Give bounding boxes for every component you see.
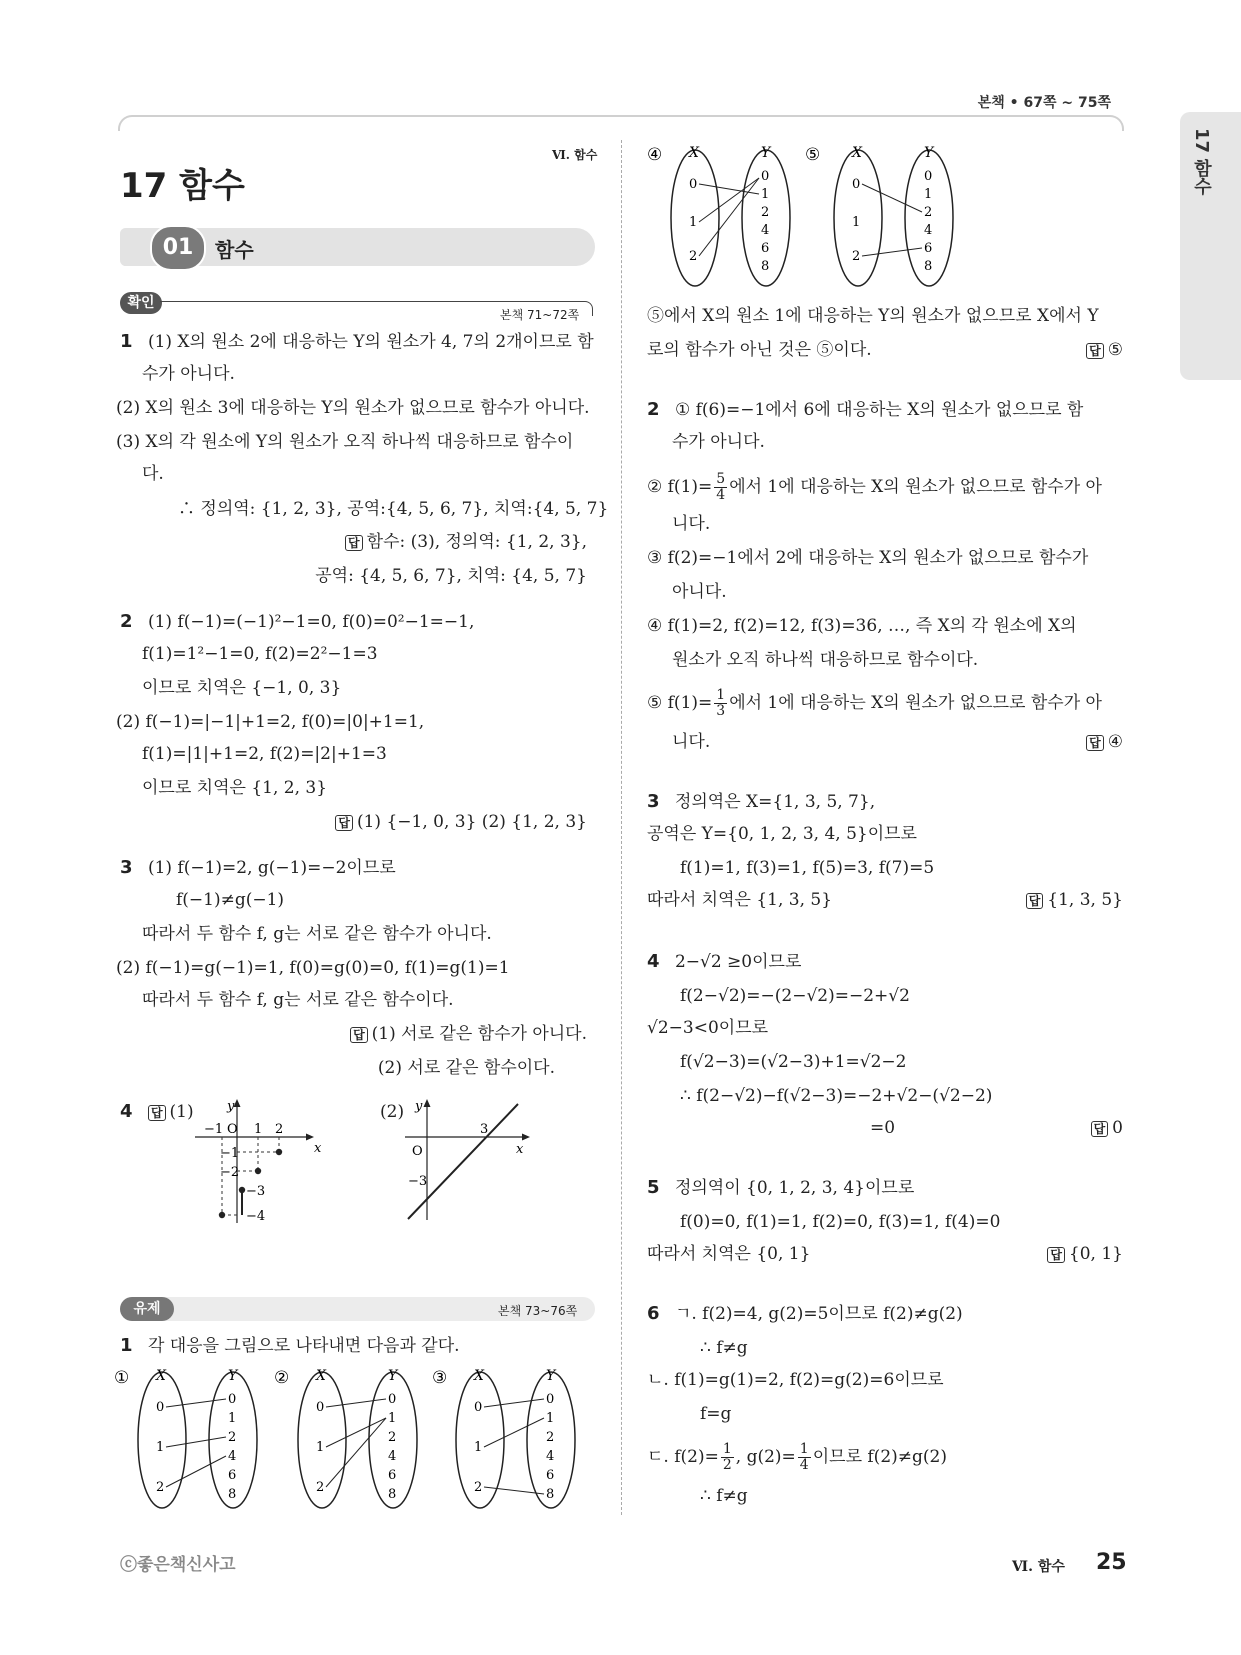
rq5-line3: 따라서 치역은 {0, 1} [647,1244,811,1264]
x-element: 1 [316,1440,325,1455]
p3-answer2: (2) 서로 같은 함수이다. [377,1058,555,1078]
rq2-answer-text: ④ [1107,732,1123,752]
rq4-line4: f(√2−3)=(√2−3)+1=√2−2 [680,1052,907,1072]
rq5-text1: 정의역이 {0, 1, 2, 3, 4}이므로 [674,1178,915,1198]
y-element: 0 [228,1392,237,1407]
y-element: 4 [546,1449,555,1464]
p1-line1 [120,330,594,354]
x-element: 1 [852,215,861,230]
set-y-label: Y [546,1368,556,1384]
rq5-line1 [647,1176,914,1200]
q1-line1 [120,1334,460,1358]
x-element: 1 [689,215,698,230]
rq2-line5: ③ f(2)=−1에서 2에 대응하는 X의 원소가 없으므로 함수가 [647,548,1089,568]
rq5-line2: f(0)=0, f(1)=1, f(2)=0, f(3)=1, f(4)=0 [680,1212,1001,1232]
p2-line5: f(1)=|1|+1=2, f(2)=|2|+1=3 [142,744,387,764]
mapping-diagram-4 [647,145,790,286]
x-element: 1 [156,1440,165,1455]
graph1-origin: O [227,1122,238,1137]
chapter-title: 17 함수 [120,166,245,206]
fraction-numerator: 1 [722,1441,732,1457]
rq3-answer [1026,888,1123,912]
graph1-point-3 [239,1187,245,1193]
p4-line [120,1100,194,1124]
y-element: 0 [761,169,770,184]
p2-line4: (2) f(−1)=|−1|+1=2, f(0)=|0|+1=1, [116,712,425,732]
set-x-label: X [852,145,862,161]
answer-mark: 답 [350,1027,368,1043]
rq6-line4: f=g [700,1404,732,1424]
rq2-line7: ④ f(1)=2, f(2)=12, f(3)=36, …, 즉 X의 각 원소에 X의 [647,616,1077,636]
rq4-line5: ∴ f(2−√2)−f(√2−3)=−2+√2−(√2−2) [680,1086,993,1106]
rq3-line4: 따라서 치역은 {1, 3, 5} [647,890,833,910]
diagram-1-label: ① [114,1368,130,1388]
graph1-point-2 [255,1168,261,1174]
y-element: 1 [546,1411,555,1426]
x-element: 1 [474,1440,483,1455]
graph2-origin: O [412,1144,423,1159]
y-element: 6 [761,241,770,256]
set-y-label: Y [388,1368,398,1384]
p4-graph1-label: (1) [169,1102,194,1122]
p2-line3: 이므로 치역은 {−1, 0, 3} [142,678,342,698]
x-element: 2 [316,1480,325,1495]
header-ref: 본책 • 67쪽 ~ 75쪽 [977,95,1111,111]
graph1-point-1 [276,1149,282,1155]
rq5-answer-text: {0, 1} [1068,1244,1123,1264]
graph2-line [408,1104,518,1219]
y-element: 1 [228,1411,237,1426]
y-element: 8 [924,259,933,274]
x-element: 0 [316,1400,325,1415]
mapping-diagram-2 [274,1368,417,1508]
q1-number: 1 [120,1335,133,1356]
rq4-line3: √2−3<0이므로 [647,1018,769,1038]
rq2-text1: ① f(6)=−1에서 6에 대응하는 X의 원소가 없으므로 함 [674,400,1084,420]
y-element: 4 [228,1449,237,1464]
diagram-2-label: ② [274,1368,290,1388]
y-element: 2 [228,1430,237,1445]
graph2-y-label: y [415,1099,423,1114]
rq2-answer [1086,730,1123,754]
chapter-part: Ⅵ. 함수 [552,148,598,162]
set-x-label: X [474,1368,484,1384]
rq2-text3b: 에서 1에 대응하는 X의 원소가 없으므로 함수가 아 [729,477,1102,497]
p3-line5: 따라서 두 함수 f, g는 서로 같은 함수이다. [142,990,454,1010]
practice-badge: 유제 [120,1297,174,1321]
rq1-line2: 로의 함수가 아닌 것은 ⑤이다. [647,340,872,360]
x-element: 2 [689,249,698,264]
y-element: 1 [761,187,770,202]
rq2-line9 [647,688,1102,719]
graph1-xtick-1: 1 [254,1122,263,1137]
graph1-ytick-m3: −3 [246,1184,266,1199]
fraction [798,1442,811,1473]
rq6-number: 6 [647,1303,660,1324]
fraction-numerator: 5 [716,471,726,487]
rq3-line3: f(1)=1, f(3)=1, f(5)=3, f(7)=5 [680,858,935,878]
graph2-x-intercept: 3 [480,1122,489,1137]
column-divider [621,140,622,1515]
p1-answer1-text: 함수: (3), 정의역: {1, 2, 3}, [366,532,587,552]
fraction-denominator: 4 [716,487,726,503]
p2-line2: f(1)=1²−1=0, f(2)=2²−1=3 [142,644,378,664]
rq5-answer [1047,1242,1123,1266]
section-number: 01 [150,225,206,271]
y-element: 6 [924,241,933,256]
rq2-line6: 아니다. [672,582,727,602]
p1-answer1 [345,530,587,554]
rq6-text1: ㄱ. f(2)=4, g(2)=5이므로 f(2)≠g(2) [674,1304,963,1324]
graph1-point-4 [219,1212,225,1218]
x-element: 0 [852,177,861,192]
p1-line3: (2) X의 원소 3에 대응하는 Y의 원소가 없으므로 함수가 아니다. [116,398,590,418]
y-element: 8 [388,1487,397,1502]
rq5-number: 5 [647,1177,660,1198]
rq4-number: 4 [647,951,660,972]
graph1-xtick-2: 2 [275,1122,284,1137]
rq6-line5 [647,1442,947,1473]
answer-mark: 답 [1047,1247,1065,1263]
fraction [714,472,727,503]
y-element: 1 [924,187,933,202]
answer-mark: 답 [1086,735,1104,751]
y-element: 6 [228,1468,237,1483]
x-element: 0 [474,1400,483,1415]
fraction [721,1442,734,1473]
p3-line2: f(−1)≠g(−1) [176,890,285,910]
mapping-diagram-5 [805,145,953,286]
rq6-line1 [647,1302,963,1326]
section-title: 함수 [215,238,254,262]
p3-answer1-text: (1) 서로 같은 함수가 아니다. [371,1024,587,1044]
rq6-text5a: ㄷ. f(2)= [647,1447,719,1467]
rq1-answer [1086,338,1123,362]
confirm-ref: 본책 71~72쪽 [500,308,580,322]
graph1-y-label: y [227,1099,235,1114]
rq2-text9b: 에서 1에 대응하는 X의 원소가 없으므로 함수가 아 [729,693,1102,713]
rq3-line1 [647,790,875,814]
p3-line1 [120,856,396,880]
set-y-label: Y [761,145,771,161]
y-element: 2 [546,1430,555,1445]
graph1-ytick-m2: −2 [220,1165,240,1180]
p1-line5: 다. [142,464,164,484]
rq6-text5b: , g(2)= [735,1447,796,1467]
y-element: 4 [924,223,933,238]
rq6-text5c: 이므로 f(2)≠g(2) [812,1447,947,1467]
p1-number: 1 [120,331,133,352]
graph1-ytick-m4: −4 [246,1209,266,1224]
p4-number: 4 [120,1101,133,1122]
graph1-x-label: x [314,1141,322,1156]
p4-graph2-label: (2) [380,1102,405,1122]
y-element: 4 [388,1449,397,1464]
y-element: 0 [924,169,933,184]
graph2-x-label: x [516,1142,524,1157]
p1-line4: (3) X의 각 원소에 Y의 원소가 오직 하나씩 대응하므로 함수이 [116,432,574,452]
y-element: 8 [228,1487,237,1502]
rq4-answer-text: 0 [1112,1118,1123,1138]
p3-text1: (1) f(−1)=2, g(−1)=−2이므로 [147,858,396,878]
y-element: 8 [761,259,770,274]
rq4-line2: f(2−√2)=−(2−√2)=−2+√2 [680,986,910,1006]
rq1-answer-text: ⑤ [1107,340,1123,360]
rq4-answer [1091,1116,1123,1140]
rq2-text3a: ② f(1)= [647,477,713,497]
y-element: 2 [924,205,933,220]
rq3-number: 3 [647,791,660,812]
p2-number: 2 [120,611,133,632]
answer-mark: 답 [335,815,353,831]
practice-ref: 본책 73~76쪽 [498,1304,578,1318]
diagram-3-label: ③ [432,1368,448,1388]
footer-part: Ⅵ. 함수 [1012,1559,1065,1575]
rq4-line1 [647,950,801,974]
diagram-5-label: ⑤ [805,145,821,165]
answer-mark: 답 [345,535,363,551]
rq2-line10: 니다. [672,732,711,752]
y-element: 2 [761,205,770,220]
x-element: 2 [474,1480,483,1495]
y-element: 0 [546,1392,555,1407]
y-element: 0 [388,1392,397,1407]
y-element: 6 [546,1468,555,1483]
p2-line1 [120,610,474,634]
q1-text1: 각 대응을 그림으로 나타내면 다음과 같다. [147,1336,460,1356]
y-element: 6 [388,1468,397,1483]
answer-mark: 답 [148,1105,166,1121]
rq2-line4: 니다. [672,514,711,534]
set-x-label: X [156,1368,166,1384]
rq2-line1 [647,398,1083,422]
rq2-number: 2 [647,399,660,420]
p1-answer2: 공역: {4, 5, 6, 7}, 치역: {4, 5, 7} [315,566,587,586]
p2-text1: (1) f(−1)=(−1)²−1=0, f(0)=0²−1=−1, [147,612,475,632]
p3-answer1 [350,1022,587,1046]
rq4-text1: 2−√2 ≥0이므로 [674,952,802,972]
fraction-denominator: 3 [716,703,726,719]
p3-line4: (2) f(−1)=g(−1)=1, f(0)=g(0)=0, f(1)=g(1)=1 [116,958,510,978]
set-x-label: X [689,145,699,161]
y-element: 4 [761,223,770,238]
answer-mark: 답 [1026,893,1044,909]
rq6-line2: ∴ f≠g [700,1338,748,1358]
p1-text1: (1) X의 원소 2에 대응하는 Y의 원소가 4, 7의 2개이므로 함 [147,332,594,352]
x-element: 0 [689,177,698,192]
y-element: 8 [546,1487,555,1502]
x-element: 2 [156,1480,165,1495]
footer-publisher: ⓒ좋은책신사고 [120,1555,236,1575]
x-element: 2 [852,249,861,264]
fraction [714,688,727,719]
rq4-line6: =0 [870,1118,896,1138]
confirm-badge: 확인 [120,292,162,314]
y-element: 1 [388,1411,397,1426]
header-rule [118,115,1124,131]
rq3-answer-text: {1, 3, 5} [1047,890,1123,910]
p2-answer [335,810,587,834]
rq6-line6: ∴ f≠g [700,1486,748,1506]
set-y-label: Y [228,1368,238,1384]
graph1-xtick-m1: −1 [204,1122,224,1137]
rq2-line2: 수가 아니다. [672,432,765,452]
rq3-text1: 정의역은 X={1, 3, 5, 7}, [674,792,876,812]
mapping-diagram-3 [432,1368,575,1508]
p2-line6: 이므로 치역은 {1, 2, 3} [142,778,328,798]
fraction-numerator: 1 [716,687,726,703]
fraction-denominator: 2 [722,1457,732,1473]
set-y-label: Y [924,145,934,161]
side-tab-label: 17 함수 [1191,128,1212,196]
rq1-line1: ⑤에서 X의 원소 1에 대응하는 Y의 원소가 없으므로 X에서 Y [647,306,1099,326]
mapping-diagrams-bottom [112,1365,602,1525]
rq2-line3 [647,472,1102,503]
mapping-diagram-1 [114,1368,257,1508]
p1-line2: 수가 아니다. [142,364,235,384]
graph1-ytick-m1: −1 [220,1146,240,1161]
rq3-line2: 공역은 Y={0, 1, 2, 3, 4, 5}이므로 [647,824,917,844]
fraction-numerator: 1 [799,1441,809,1457]
p1-line6: ∴ 정의역: {1, 2, 3}, 공역:{4, 5, 6, 7}, 치역:{4, 5, 7} [178,499,609,519]
rq2-line8: 원소가 오직 하나씩 대응하므로 함수이다. [672,650,979,670]
graph2-y-intercept: −3 [408,1174,428,1189]
mapping-diagrams-top [645,142,975,292]
rq6-line3: ㄴ. f(1)=g(1)=2, f(2)=g(2)=6이므로 [647,1370,944,1390]
p4-graph2 [400,1095,540,1225]
p4-graph1 [190,1095,330,1225]
answer-mark: 답 [1086,343,1104,359]
set-x-label: X [316,1368,326,1384]
fraction-denominator: 4 [799,1457,809,1473]
y-element: 2 [388,1430,397,1445]
x-element: 0 [156,1400,165,1415]
diagram-4-label: ④ [647,145,663,165]
p3-number: 3 [120,857,133,878]
p2-answer-text: (1) {−1, 0, 3} (2) {1, 2, 3} [356,812,587,832]
footer-page-number: 25 [1096,1550,1127,1575]
p3-line3: 따라서 두 함수 f, g는 서로 같은 함수가 아니다. [142,924,492,944]
answer-mark: 답 [1091,1121,1109,1137]
rq2-text9a: ⑤ f(1)= [647,693,713,713]
